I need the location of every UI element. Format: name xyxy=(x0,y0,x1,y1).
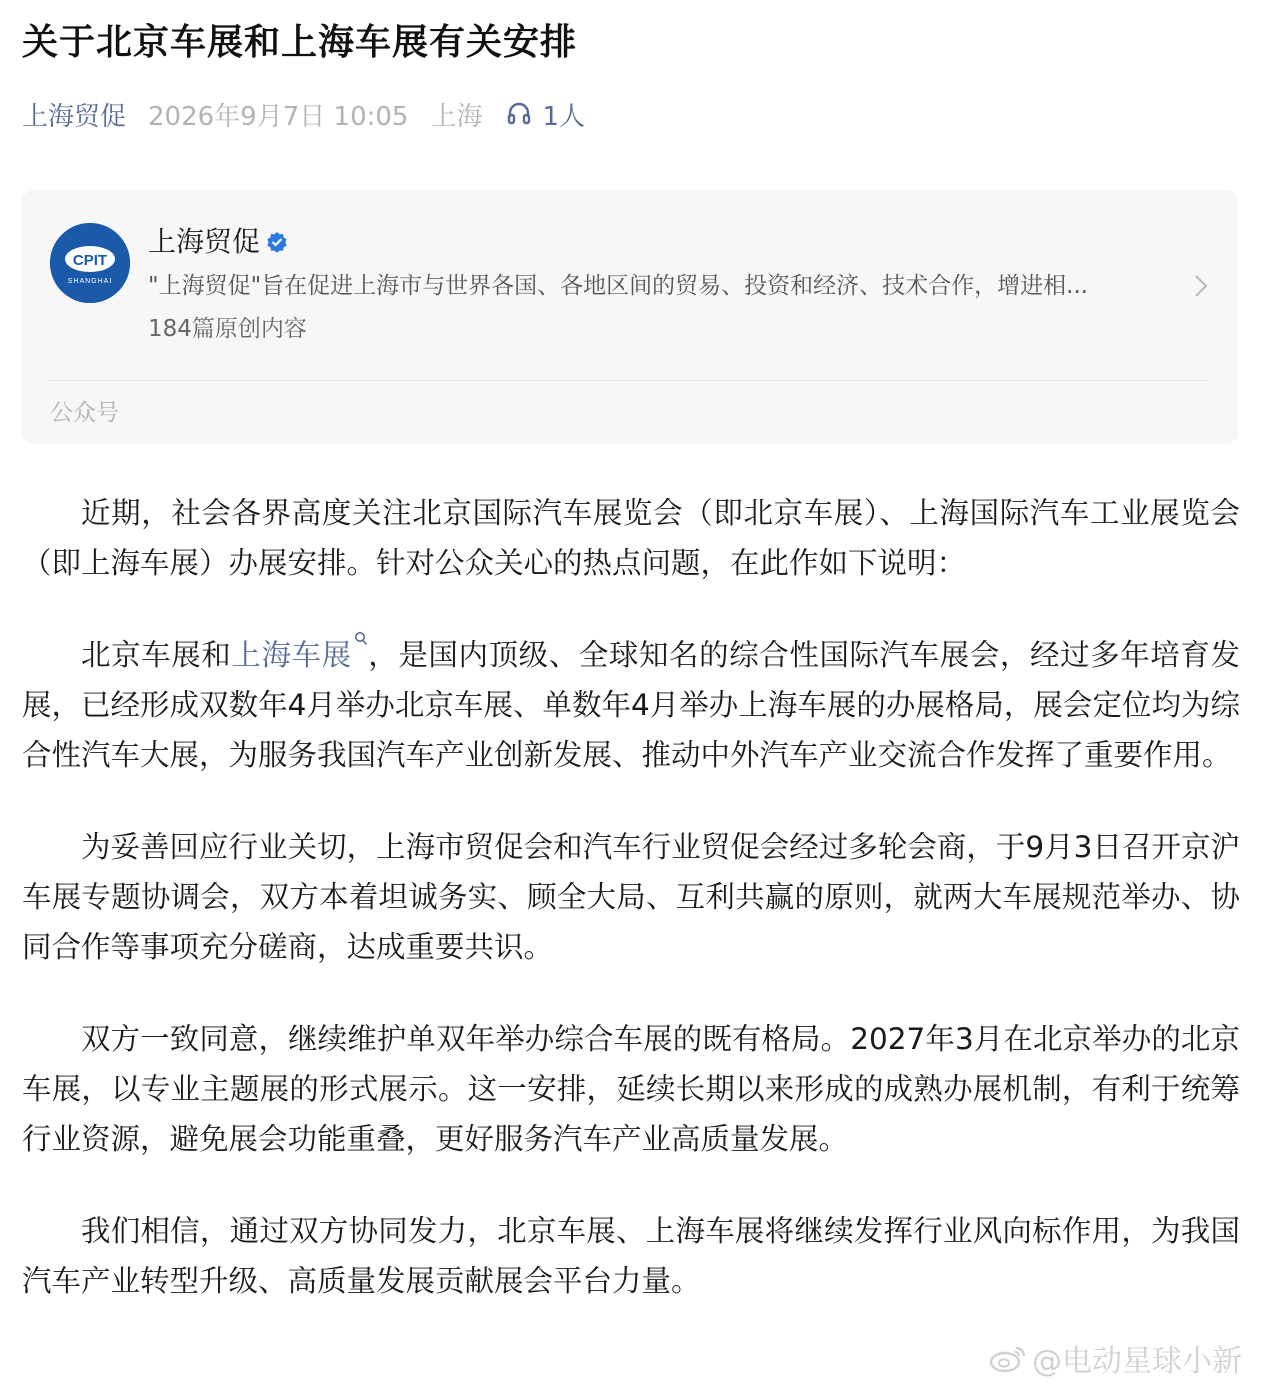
publish-datetime: 2026年9月7日 10:05 xyxy=(148,101,409,132)
shanghai-auto-show-link[interactable]: 上海车展 xyxy=(231,638,352,672)
article-body xyxy=(22,488,1240,1348)
headphones-icon xyxy=(506,101,532,127)
listen-button[interactable] xyxy=(506,96,585,133)
article-meta xyxy=(22,94,585,134)
account-name-row xyxy=(148,222,288,262)
weibo-watermark xyxy=(988,1338,1242,1378)
logo-text: CPIT xyxy=(72,252,108,269)
account-description: "上海贸促"旨在促进上海市与世界各国、各地区间的贸易、投资和经济、技术合作，增进相... xyxy=(148,273,1089,299)
paragraph-4: 双方一致同意，继续维护单双年举办综合车展的既有格局。2027年3月在北京举办的北京车展，以专业主题展的形式展示。这一安排，延续长期以来形成的成熟办展机制，有利于统筹行业资源，避免展会功能重叠，更好服务汽车产业高质量发展。 xyxy=(22,1022,1240,1156)
card-divider xyxy=(50,380,1210,381)
account-card[interactable] xyxy=(22,190,1238,444)
account-avatar xyxy=(50,223,130,303)
paragraph-5: 我们相信，通过双方协同发力，北京车展、上海车展将继续发挥行业风向标作用，为我国汽车产业转型升级、高质量发展贡献展会平台力量。 xyxy=(22,1214,1240,1298)
account-name: 上海贸促 xyxy=(148,225,261,258)
cpit-logo xyxy=(50,223,130,303)
listener-count: 1人 xyxy=(542,101,586,132)
paragraph-2-pre: 北京车展和 xyxy=(81,638,232,672)
paragraph-2 xyxy=(22,630,1240,780)
verified-badge-icon xyxy=(266,231,288,253)
article-title: 关于北京车展和上海车展有关安排 xyxy=(22,22,578,63)
chevron-right-icon[interactable] xyxy=(1194,274,1208,298)
paragraph-2-post: ，是国内顶级、全球知名的综合性国际汽车展会，经过多年培育发展，已经形成双数年4月举办北京车展、单数年4月举办上海车展的办展格局，展会定位均为综合性汽车大展，为服务我国汽车产业创新发展、推动中外汽车产业交流合作发挥了重要作用。 xyxy=(22,638,1240,772)
weibo-logo-icon xyxy=(988,1342,1028,1374)
search-icon[interactable] xyxy=(354,631,368,647)
publish-location: 上海 xyxy=(430,101,483,132)
original-count: 184篇原创内容 xyxy=(148,316,307,342)
paragraph-3: 为妥善回应行业关切，上海市贸促会和汽车行业贸促会经过多轮会商，于9月3日召开京沪车展专题协调会，双方本着坦诚务实、顾全大局、互利共赢的原则，就两大车展规范举办、协同合作等事项充分磋商，达成重要共识。 xyxy=(22,830,1240,964)
source-link[interactable]: 上海贸促 xyxy=(22,101,127,132)
watermark-text: @电动星球小新 xyxy=(1032,1344,1242,1379)
logo-subtext: SHANGHAI xyxy=(67,278,113,285)
paragraph-1: 近期，社会各界高度关注北京国际汽车展览会（即北京车展）、上海国际汽车工业展览会（即上海车展）办展安排。针对公众关心的热点问题，在此作如下说明： xyxy=(22,496,1240,580)
account-type: 公众号 xyxy=(50,400,119,426)
